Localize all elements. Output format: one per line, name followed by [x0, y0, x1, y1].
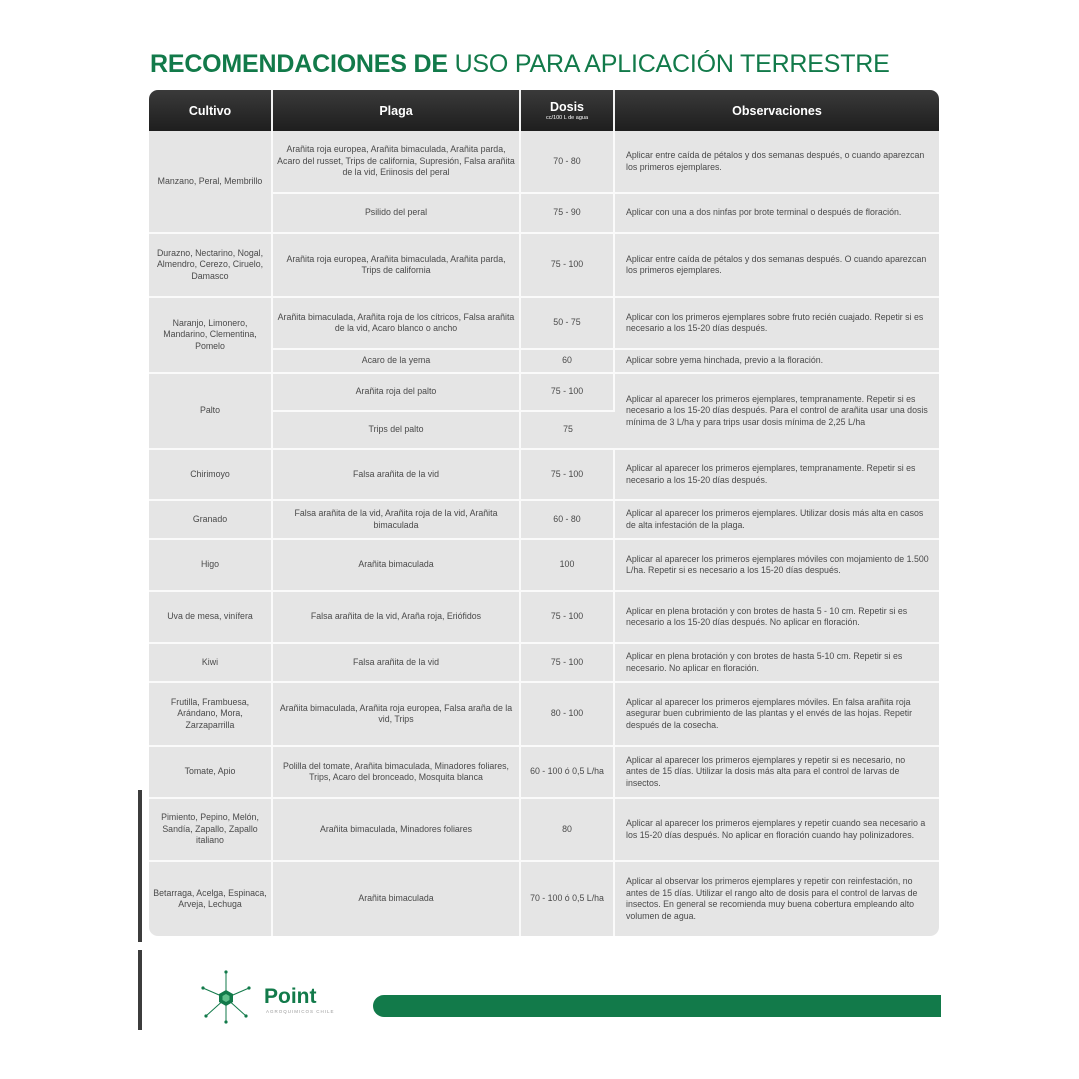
recommendations-table	[149, 90, 939, 936]
cell-dosis: 60 - 100 ó 0,5 L/ha	[521, 747, 615, 799]
cell-dosis: 80	[521, 799, 615, 862]
cell-observaciones: Aplicar en plena brotación y con brotes de hasta 5-10 cm. Repetir si es necesario. No aplicar en floración.	[615, 644, 939, 683]
header-dosis-sub: cc/100 L de agua	[546, 115, 588, 121]
cell-cultivo: Durazno, Nectarino, Nogal, Almendro, Cerezo, Ciruelo, Damasco	[149, 234, 273, 298]
cell-plaga: Arañita bimaculada	[273, 540, 521, 592]
cell-observaciones: Aplicar al aparecer los primeros ejemplares. Utilizar dosis más alta en casos de alta infestación de la plaga.	[615, 501, 939, 540]
cell-dosis: 75 - 100	[521, 374, 615, 412]
cell-plaga: Arañita roja europea, Arañita bimaculada, Arañita parda, Trips de california	[273, 234, 521, 298]
header-dosis-label: Dosis	[549, 100, 585, 114]
cell-observaciones: Aplicar sobre yema hinchada, previo a la floración.	[615, 350, 939, 374]
cell-observaciones: Aplicar al aparecer los primeros ejemplares móviles. En falsa arañita roja asegurar buen cubrimiento de las plantas y el envés de las hojas. Repetir después de la cosecha.	[615, 683, 939, 747]
page-title-bold: RECOMENDACIONES DE	[150, 50, 448, 78]
left-accent-bar-lower	[138, 950, 142, 1030]
cell-dosis: 75 - 100	[521, 450, 615, 501]
cell-cultivo: Naranjo, Limonero, Mandarino, Clementina, Pomelo	[149, 298, 273, 374]
cell-plaga: Trips del palto	[273, 412, 521, 450]
cell-cultivo: Frutilla, Frambuesa, Arándano, Mora, Zarzaparrilla	[149, 683, 273, 747]
page-title-regular: USO PARA APLICACIÓN TERRESTRE	[454, 50, 890, 78]
cell-cultivo: Palto	[149, 374, 273, 450]
cell-observaciones: Aplicar con los primeros ejemplares sobre fruto recién cuajado. Repetir si es necesario a los 15-20 días después.	[615, 298, 939, 350]
table-row	[149, 540, 939, 592]
cell-plaga: Polilla del tomate, Arañita bimaculada, Minadores foliares, Trips, Acaro del bronceado, Mosquita blanca	[273, 747, 521, 799]
page-title	[150, 50, 890, 79]
table-row	[149, 501, 939, 540]
cell-plaga: Arañita bimaculada, Arañita roja de los cítricos, Falsa arañita de la vid, Acaro blanco o ancho	[273, 298, 521, 350]
cell-cultivo: Higo	[149, 540, 273, 592]
cell-dosis: 75 - 100	[521, 234, 615, 298]
cell-cultivo: Kiwi	[149, 644, 273, 683]
table-row	[149, 131, 939, 194]
header-plaga: Plaga	[273, 90, 521, 131]
cell-observaciones: Aplicar en plena brotación y con brotes de hasta 5 - 10 cm. Repetir si es necesario a los 15-20 días después. No aplicar en floración.	[615, 592, 939, 644]
table-row	[149, 747, 939, 799]
cell-dosis: 75 - 90	[521, 194, 615, 234]
recommendations-table-wrap	[149, 90, 939, 936]
logo-name: Point	[264, 985, 317, 1008]
header-observaciones: Observaciones	[615, 90, 939, 131]
header-cultivo: Cultivo	[149, 90, 273, 131]
cell-cultivo: Betarraga, Acelga, Espinaca, Arveja, Lechuga	[149, 862, 273, 936]
header-dosis	[521, 90, 615, 131]
cell-dosis: 100	[521, 540, 615, 592]
cell-dosis: 60 - 80	[521, 501, 615, 540]
cell-plaga: Falsa arañita de la vid, Arañita roja de la vid, Arañita bimaculada	[273, 501, 521, 540]
table-row	[149, 374, 939, 412]
cell-cultivo: Manzano, Peral, Membrillo	[149, 131, 273, 234]
cell-plaga: Falsa arañita de la vid, Araña roja, Eriófidos	[273, 592, 521, 644]
cell-observaciones: Aplicar al aparecer los primeros ejemplares y repetir si es necesario, no antes de 15 días. Utilizar la dosis más alta para el control de larvas de insectos.	[615, 747, 939, 799]
cell-observaciones: Aplicar al aparecer los primeros ejemplares y repetir cuando sea necesario a los 15-20 días después. No aplicar en floración cuando hay polinizadores.	[615, 799, 939, 862]
table-row	[149, 683, 939, 747]
cell-dosis: 70 - 80	[521, 131, 615, 194]
cell-plaga: Arañita bimaculada, Minadores foliares	[273, 799, 521, 862]
cell-dosis: 75 - 100	[521, 592, 615, 644]
cell-plaga: Acaro de la yema	[273, 350, 521, 374]
table-row	[149, 450, 939, 501]
cell-dosis: 75 - 100	[521, 644, 615, 683]
cell-plaga: Arañita roja del palto	[273, 374, 521, 412]
table-row	[149, 799, 939, 862]
cell-observaciones: Aplicar entre caída de pétalos y dos semanas después, o cuando aparezcan los primeros ejemplares.	[615, 131, 939, 194]
cell-cultivo: Tomate, Apio	[149, 747, 273, 799]
cell-dosis: 80 - 100	[521, 683, 615, 747]
table-row	[149, 592, 939, 644]
cell-cultivo: Pimiento, Pepino, Melón, Sandía, Zapallo, Zapallo italiano	[149, 799, 273, 862]
cell-observaciones: Aplicar al observar los primeros ejemplares y repetir con reinfestación, no antes de 15 días. Utilizar el rango alto de dosis para el control de larvas de insectos. En general se recomienda muy buena cobertura empleando alto volumen de agua.	[615, 862, 939, 936]
cell-plaga: Arañita bimaculada, Arañita roja europea, Falsa araña de la vid, Trips	[273, 683, 521, 747]
cell-observaciones: Aplicar entre caída de pétalos y dos semanas después. O cuando aparezcan los primeros ejemplares.	[615, 234, 939, 298]
cell-observaciones: Aplicar con una a dos ninfas por brote terminal o después de floración.	[615, 194, 939, 234]
cell-dosis: 75	[521, 412, 615, 450]
cell-plaga: Falsa arañita de la vid	[273, 644, 521, 683]
cell-cultivo: Chirimoyo	[149, 450, 273, 501]
cell-observaciones: Aplicar al aparecer los primeros ejemplares, tempranamente. Repetir si es necesario a los 15-20 días después.	[615, 450, 939, 501]
table-row	[149, 298, 939, 350]
cell-plaga: Falsa arañita de la vid	[273, 450, 521, 501]
cell-plaga: Arañita bimaculada	[273, 862, 521, 936]
table-row	[149, 644, 939, 683]
cell-plaga: Arañita roja europea, Arañita bimaculada, Arañita parda, Acaro del russet, Trips de california, Supresión, Falsa arañita de la vid, Eriinosis del peral	[273, 131, 521, 194]
table-row	[149, 862, 939, 936]
footer-green-bar	[373, 995, 941, 1017]
cell-observaciones: Aplicar al aparecer los primeros ejemplares, tempranamente. Repetir si es necesario a los 15-20 días después. Para el control de arañita usar una dosis mínima de 3 L/ha y para trips usar dosis mínima de 2,25 L/ha	[615, 374, 939, 450]
table-row	[149, 234, 939, 298]
logo-tagline: AGROQUIMICOS CHILE	[266, 1009, 335, 1014]
cell-dosis: 50 - 75	[521, 298, 615, 350]
left-accent-bar-upper	[138, 790, 142, 942]
cell-cultivo: Granado	[149, 501, 273, 540]
cell-dosis: 70 - 100 ó 0,5 L/ha	[521, 862, 615, 936]
cell-observaciones: Aplicar al aparecer los primeros ejemplares móviles con mojamiento de 1.500 L/ha. Repetir si es necesario a los 15-20 días después.	[615, 540, 939, 592]
table-header-row	[149, 90, 939, 131]
cell-cultivo: Uva de mesa, vinífera	[149, 592, 273, 644]
cell-plaga: Psilido del peral	[273, 194, 521, 234]
cell-dosis: 60	[521, 350, 615, 374]
